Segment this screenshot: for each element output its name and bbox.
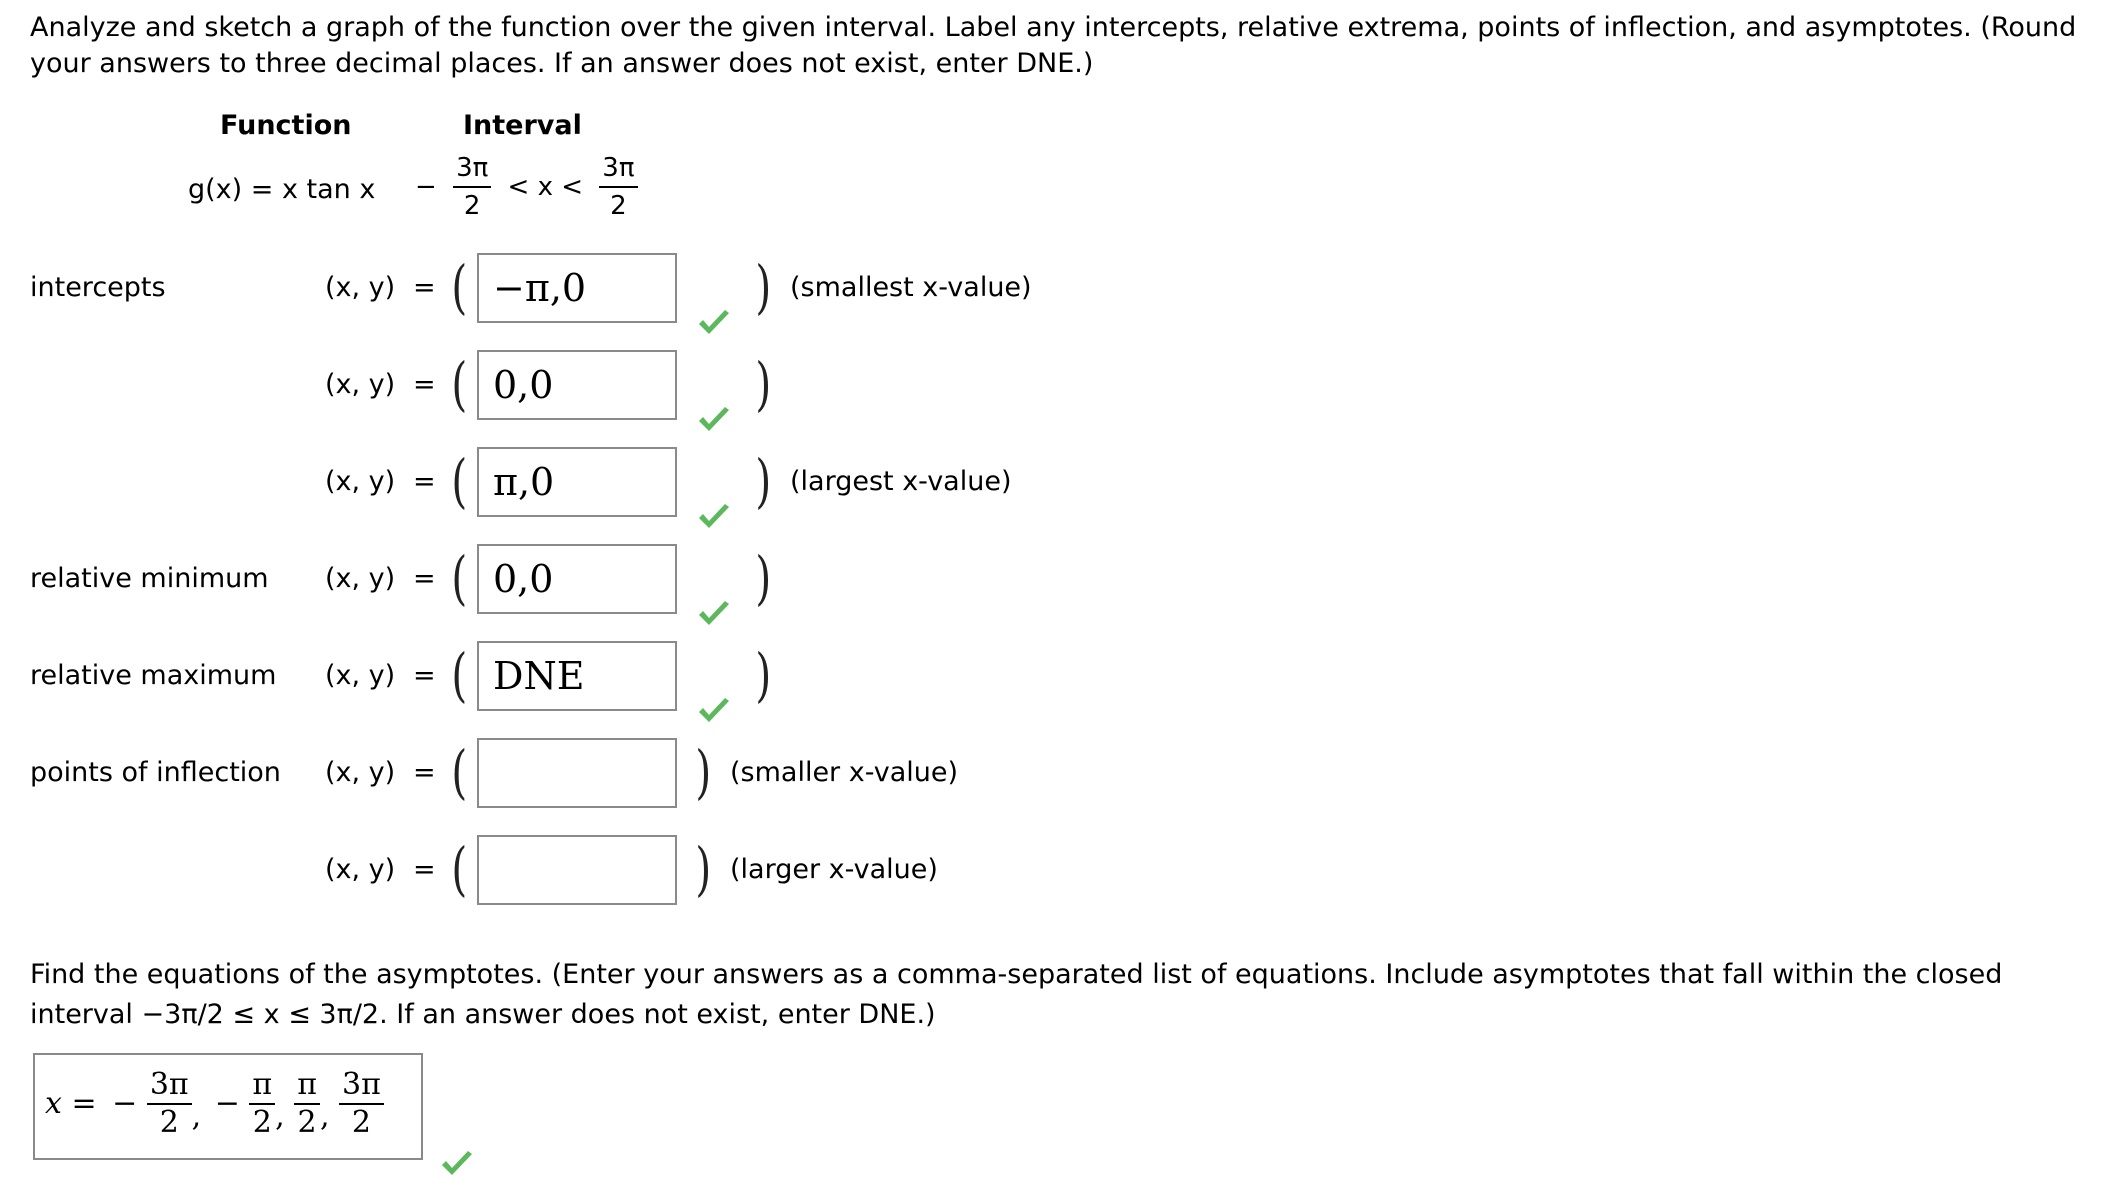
interval-right-num: 3π — [599, 150, 637, 188]
asym-frac1 — [147, 1067, 192, 1141]
asym-f2-num: π — [249, 1067, 275, 1105]
answer-input[interactable]: π,0 — [477, 447, 677, 517]
function-header: Function — [220, 110, 352, 141]
answer-input[interactable]: 0,0 — [477, 544, 677, 614]
right-paren: ) — [755, 641, 772, 709]
asym-frac2 — [249, 1067, 275, 1141]
left-paren: ( — [451, 835, 468, 903]
left-paren: ( — [451, 447, 468, 515]
asym-f1-num: 3π — [147, 1067, 192, 1105]
xy-label: (x, y) — [325, 272, 396, 303]
row-label: relative maximum — [30, 660, 277, 691]
row-label: points of inflection — [30, 757, 281, 788]
interval-middle: < x < — [507, 172, 584, 202]
right-paren: ) — [755, 447, 772, 515]
asym-f1-den: 2 — [159, 1105, 179, 1140]
row-label: intercepts — [30, 272, 166, 303]
asym-f4-den: 2 — [351, 1105, 371, 1140]
right-paren: ) — [695, 835, 712, 903]
asym-f3-den: 2 — [297, 1105, 317, 1140]
xy-label: (x, y) — [325, 466, 396, 497]
xy-label: (x, y) — [325, 369, 396, 400]
left-paren: ( — [451, 544, 468, 612]
asym-frac3 — [294, 1067, 320, 1141]
asym-f2-den: 2 — [252, 1105, 272, 1140]
equals-sign: = — [413, 466, 436, 497]
row-note: (smallest x-value) — [790, 272, 1032, 303]
equals-sign: = — [413, 854, 436, 885]
asym-var: x = — [45, 1086, 97, 1121]
equals-sign: = — [413, 563, 436, 594]
right-paren: ) — [755, 253, 772, 321]
interval-left-fraction — [453, 150, 491, 224]
asymptote-answer-box[interactable] — [33, 1053, 423, 1160]
left-paren: ( — [451, 350, 468, 418]
xy-label: (x, y) — [325, 563, 396, 594]
equals-sign: = — [413, 272, 436, 303]
asymptote-answer — [45, 1067, 384, 1141]
asymptote-instructions: Find the equations of the asymptotes. (Enter your answers as a comma-separated list of equations. Include asymptotes that fall within the closed interval −3π/2 ≤ x ≤ 3π/2. If an answer does not exist, enter DNE.) — [30, 959, 2003, 1030]
asym-f3-num: π — [294, 1067, 320, 1105]
interval-left-den: 2 — [463, 191, 481, 221]
answer-input[interactable]: DNE — [477, 641, 677, 711]
left-paren: ( — [451, 253, 468, 321]
function-expression: g(x) = x tan x — [188, 174, 376, 205]
interval-expression — [415, 150, 638, 224]
asym-sep3: , — [319, 1099, 330, 1134]
left-paren: ( — [451, 738, 468, 806]
check-icon — [697, 503, 731, 531]
asym-sign2: − — [214, 1086, 240, 1121]
instructions: Analyze and sketch a graph of the function over the given interval. Label any intercepts, relative extrema, points of inflection, and asymptotes. (Round your answers to three decimal places. If an answer does not exist, enter DNE.) — [30, 12, 2077, 79]
check-icon — [697, 697, 731, 725]
interval-left-num: 3π — [453, 150, 491, 188]
row-note: (smaller x-value) — [730, 757, 959, 788]
row-label: relative minimum — [30, 563, 269, 594]
interval-header: Interval — [463, 110, 582, 141]
xy-label: (x, y) — [325, 854, 396, 885]
right-paren: ) — [755, 544, 772, 612]
asym-sep2: , — [275, 1099, 285, 1134]
asym-sep1: , — [191, 1099, 202, 1134]
row-note: (larger x-value) — [730, 854, 938, 885]
equals-sign: = — [413, 660, 436, 691]
xy-label: (x, y) — [325, 757, 396, 788]
answer-input[interactable] — [477, 738, 677, 808]
equals-sign: = — [413, 757, 436, 788]
equals-sign: = — [413, 369, 436, 400]
check-icon — [697, 309, 731, 337]
interval-right-den: 2 — [610, 191, 627, 221]
row-note: (largest x-value) — [790, 466, 1012, 497]
answer-input[interactable]: −π,0 — [477, 253, 677, 323]
right-paren: ) — [695, 738, 712, 806]
answer-input[interactable] — [477, 835, 677, 905]
asym-sign1: − — [112, 1086, 138, 1121]
left-paren: ( — [451, 641, 468, 709]
check-icon — [697, 600, 731, 628]
asym-frac4 — [339, 1067, 384, 1141]
asymptote-check-icon — [440, 1150, 474, 1178]
xy-label: (x, y) — [325, 660, 396, 691]
interval-left-sign: − — [415, 172, 437, 202]
interval-right-fraction — [599, 150, 637, 224]
check-icon — [697, 406, 731, 434]
answer-input[interactable]: 0,0 — [477, 350, 677, 420]
asym-f4-num: 3π — [339, 1067, 384, 1105]
right-paren: ) — [755, 350, 772, 418]
